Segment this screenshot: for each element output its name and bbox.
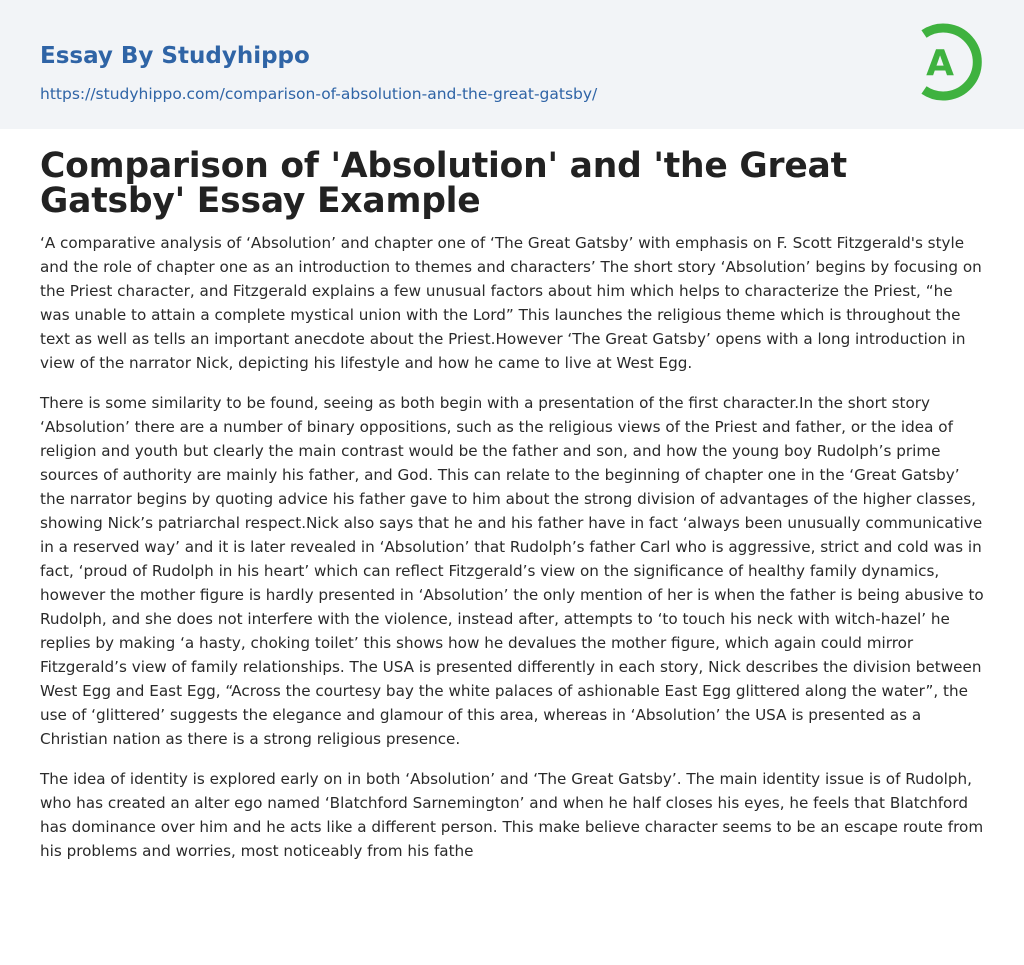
article-paragraph-1: ‘A comparative analysis of ‘Absolution’ and chapter one of ‘The Great Gatsby’ with emphasis on F. Scott Fitzgerald's style and the role of chapter one as an introduction to themes and characters’ The short story ‘Absolution’ begins by focusing on the Priest character, and Fitzgerald explains a few unusual factors about him which helps to characterize the Priest, “he was unable to attain a complete mystical union with the Lord” This launches the religious theme which is throughout the text as well as tells an important anecdote about the Priest.However ‘The Great Gatsby’ opens with a long introduction in view of the narrator Nick, depicting his lifestyle and how he came to live at West Egg.: [40, 234, 982, 372]
site-brand-title[interactable]: Essay By Studyhippo: [40, 43, 310, 69]
article-paragraph-3: The idea of identity is explored early on in both ‘Absolution’ and ‘The Great Gatsby’. The main identity issue is of Rudolph, who has created an alter ego named ‘Blatchford Sarnemington’ and when he half closes his eyes, he feels that Blatchford has dominance over him and he acts like a different person. This make believe character seems to be an escape route from his problems and worries, most noticeably from his fathe: [40, 770, 984, 860]
source-url-link[interactable]: https://studyhippo.com/comparison-of-absolution-and-the-great-gatsby/: [40, 85, 598, 103]
logo-letter: A: [926, 43, 954, 84]
article-body: [0, 146, 1024, 863]
studyhippo-logo-icon[interactable]: [912, 18, 986, 106]
page-title: Comparison of 'Absolution' and 'the Great Gatsby' Essay Example: [40, 146, 847, 221]
article-paragraph-2: There is some similarity to be found, seeing as both begin with a presentation of the first character.In the short story ‘Absolution’ there are a number of binary oppositions, such as the religious views of the Priest and father, or the idea of religion and youth but clearly the main contrast would be the father and son, and how the young boy Rudolph’s prime sources of authority are mainly his father, and God. This can relate to the beginning of chapter one in the ‘Great Gatsby’ the narrator begins by quoting advice his father gave to him about the strong division of advantages of the higher classes, showing Nick’s patriarchal respect.Nick also says that he and his father have in fact ‘always been unusually communicative in a reserved way’ and it is later revealed in ‘Absolution’ that Rudolph’s father Carl who is aggressive, strict and cold was in fact, ‘proud of Rudolph in his heart’ which can reflect Fitzgerald’s view on the significance of healthy family dynamics, however the mother figure is hardly presented in ‘Absolution’ the only mention of her is when the father is being abusive to Rudolph, and she does not interfere with the violence, instead after, attempts to ‘to touch his neck with witch-hazel’ he replies by making ‘a hasty, choking toilet’ this shows how he devalues the mother figure, which again could mirror Fitzgerald’s view of family relationships. The USA is presented differently in each story, Nick describes the division between West Egg and East Egg, “Across the courtesy bay the white palaces of ashionable East Egg glittered along the water”, the use of ‘glittered’ suggests the elegance and glamour of this area, whereas in ‘Absolution’ the USA is presented as a Christian nation as there is a strong religious presence.: [40, 394, 984, 748]
site-header: [0, 0, 1024, 129]
